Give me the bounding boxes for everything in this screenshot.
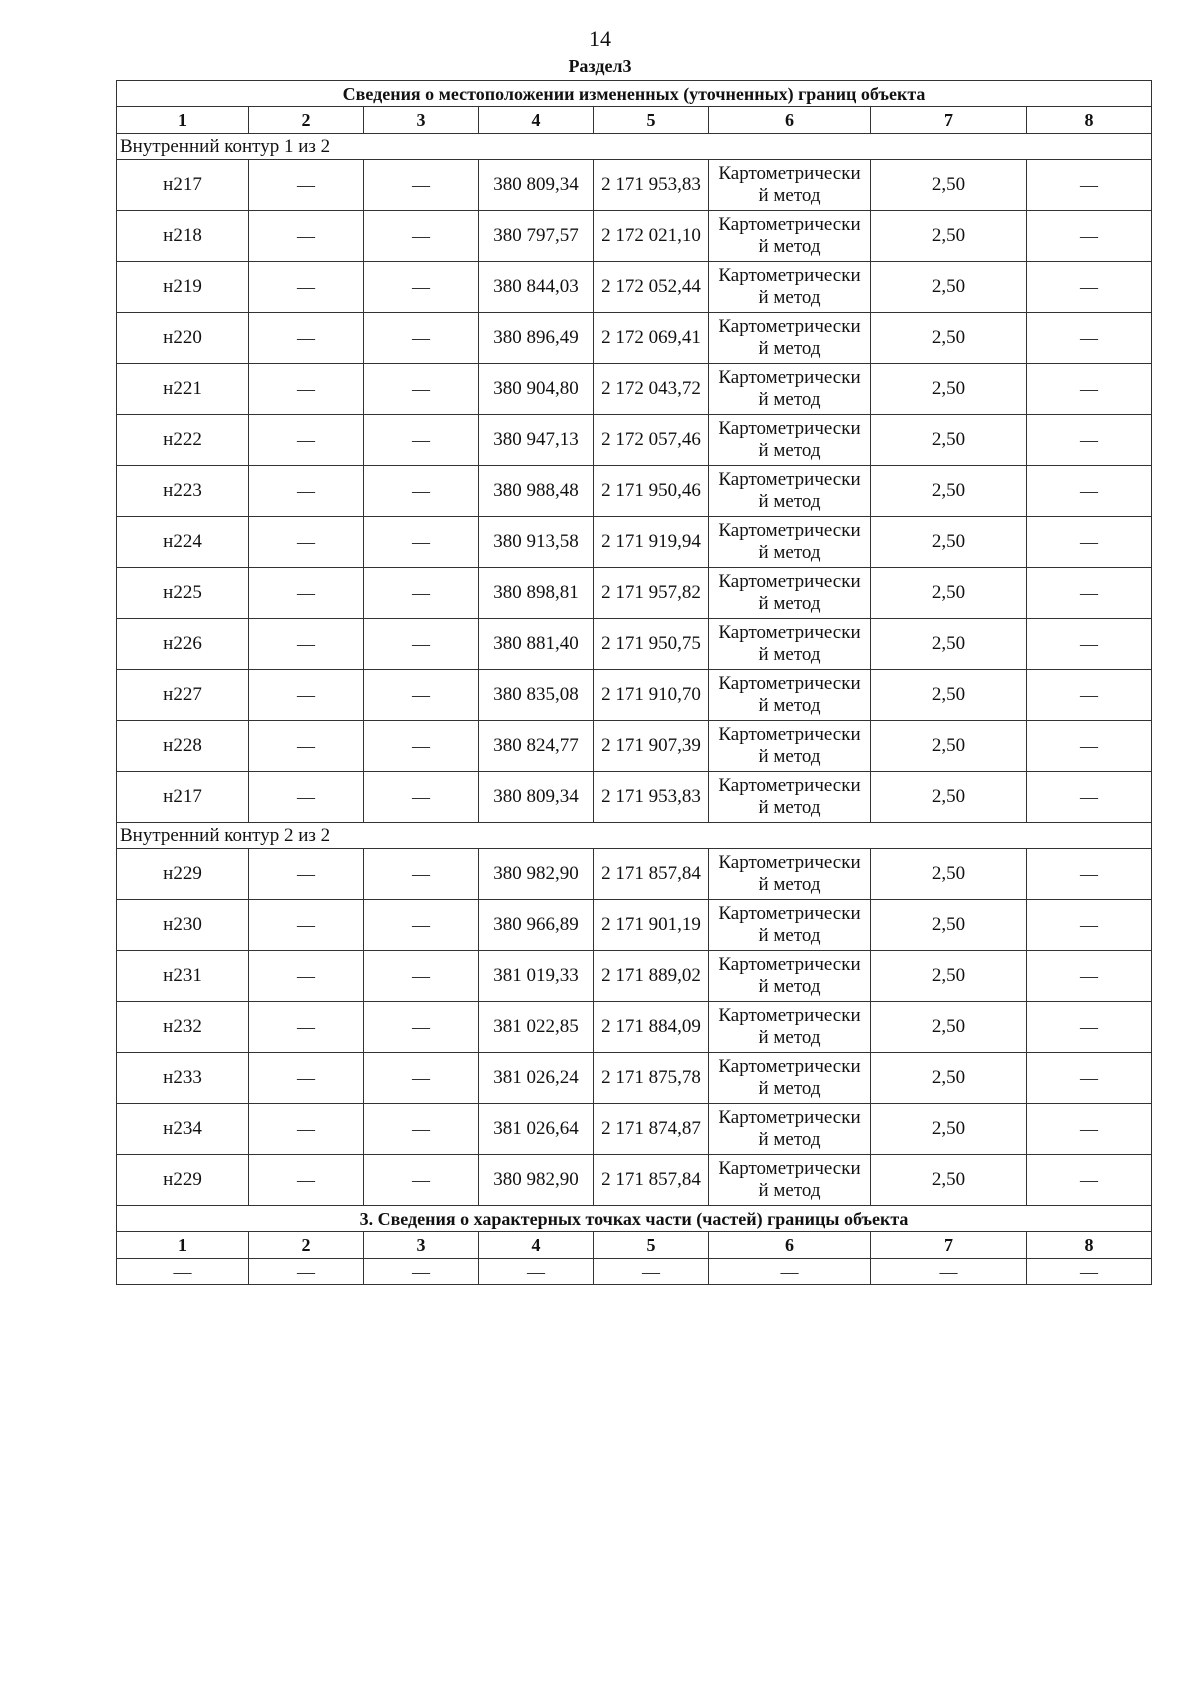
empty-cell: — [364,466,479,517]
method-text-line2: й метод [758,236,821,257]
method-cell [709,364,871,415]
method-text-line1: Картометрически [718,1158,861,1179]
method-text-line2: й метод [758,593,821,614]
method-text-line1: Картометрически [718,316,861,337]
empty-cell: — [249,415,364,466]
point-name-cell: н222 [117,415,249,466]
method-cell [709,1155,871,1206]
empty-cell: — [709,1259,871,1285]
method-cell [709,670,871,721]
table-row [117,619,1152,670]
contour-label-row [117,134,1152,160]
empty-cell: — [249,211,364,262]
point-name-cell: н226 [117,619,249,670]
table2-column-number-row [117,1232,1152,1259]
empty-cell: — [249,670,364,721]
precision-cell: 2,50 [871,160,1027,211]
x-coordinate-cell: 381 026,24 [479,1053,594,1104]
column-number: 5 [594,107,709,134]
empty-cell: — [249,1053,364,1104]
empty-cell: — [1027,900,1152,951]
contour-label-row [117,823,1152,849]
point-name-cell: н230 [117,900,249,951]
method-text-line1: Картометрически [718,622,861,643]
empty-cell: — [364,1053,479,1104]
empty-cell: — [249,900,364,951]
method-cell [709,466,871,517]
precision-cell: 2,50 [871,262,1027,313]
empty-cell: — [594,1259,709,1285]
method-cell [709,619,871,670]
column-number: 5 [594,1232,709,1259]
y-coordinate-cell: 2 171 874,87 [594,1104,709,1155]
precision-cell: 2,50 [871,415,1027,466]
table-row [117,721,1152,772]
empty-cell: — [249,517,364,568]
contour-label: Внутренний контур 1 из 2 [117,134,1152,160]
table-row [117,313,1152,364]
method-text-line2: й метод [758,338,821,359]
method-text-line1: Картометрически [718,571,861,592]
y-coordinate-cell: 2 172 069,41 [594,313,709,364]
table-row [117,849,1152,900]
method-text-line1: Картометрически [718,775,861,796]
method-text-line2: й метод [758,1027,821,1048]
table-row [117,466,1152,517]
y-coordinate-cell: 2 171 857,84 [594,1155,709,1206]
point-name-cell: н229 [117,1155,249,1206]
table-row [117,1053,1152,1104]
empty-cell: — [364,619,479,670]
empty-cell: — [249,313,364,364]
table-row [117,211,1152,262]
table-row [117,364,1152,415]
method-cell [709,721,871,772]
empty-cell: — [364,1259,479,1285]
precision-cell: 2,50 [871,568,1027,619]
method-text-line2: й метод [758,287,821,308]
precision-cell: 2,50 [871,313,1027,364]
empty-cell: — [249,1155,364,1206]
y-coordinate-cell: 2 172 057,46 [594,415,709,466]
x-coordinate-cell: 380 898,81 [479,568,594,619]
empty-cell: — [871,1259,1027,1285]
precision-cell: 2,50 [871,364,1027,415]
empty-cell: — [1027,1104,1152,1155]
table-row [117,900,1152,951]
empty-cell: — [1027,849,1152,900]
method-text-line1: Картометрически [718,1005,861,1026]
empty-cell: — [1027,415,1152,466]
x-coordinate-cell: 380 797,57 [479,211,594,262]
y-coordinate-cell: 2 171 919,94 [594,517,709,568]
precision-cell: 2,50 [871,721,1027,772]
point-name-cell: н219 [117,262,249,313]
precision-cell: 2,50 [871,619,1027,670]
empty-cell: — [364,900,479,951]
section-title: Раздел3 [568,56,632,76]
empty-cell: — [1027,951,1152,1002]
empty-cell: — [364,517,479,568]
empty-cell: — [1027,619,1152,670]
empty-cell: — [1027,364,1152,415]
page-number: 14 [589,26,611,51]
table2-title-title: 3. Сведения о характерных точках части (частей) границы объекта [117,1206,1152,1232]
column-number: 4 [479,107,594,134]
point-name-cell: н220 [117,313,249,364]
method-text-line2: й метод [758,874,821,895]
table-row [117,415,1152,466]
method-cell [709,1053,871,1104]
x-coordinate-cell: 380 896,49 [479,313,594,364]
x-coordinate-cell: 380 881,40 [479,619,594,670]
column-number: 8 [1027,1232,1152,1259]
point-name-cell: н217 [117,160,249,211]
y-coordinate-cell: 2 171 957,82 [594,568,709,619]
method-cell [709,951,871,1002]
column-number: 1 [117,1232,249,1259]
empty-cell: — [117,1259,249,1285]
empty-cell: — [249,1104,364,1155]
column-number: 8 [1027,107,1152,134]
empty-cell: — [249,772,364,823]
empty-cell: — [364,313,479,364]
method-text-line1: Картометрически [718,265,861,286]
method-text-line2: й метод [758,440,821,461]
y-coordinate-cell: 2 171 953,83 [594,772,709,823]
method-cell [709,415,871,466]
precision-cell: 2,50 [871,1155,1027,1206]
precision-cell: 2,50 [871,466,1027,517]
point-name-cell: н229 [117,849,249,900]
x-coordinate-cell: 380 835,08 [479,670,594,721]
point-name-cell: н221 [117,364,249,415]
method-text-line2: й метод [758,797,821,818]
table2-row [117,1259,1152,1285]
empty-cell: — [1027,211,1152,262]
empty-cell: — [249,364,364,415]
table-row [117,670,1152,721]
method-text-line2: й метод [758,976,821,997]
column-number: 6 [709,1232,871,1259]
empty-cell: — [364,1104,479,1155]
table-title-title: Сведения о местоположении измененных (уточненных) границ объекта [117,81,1152,107]
empty-cell: — [364,568,479,619]
table-row [117,1104,1152,1155]
empty-cell: — [249,568,364,619]
method-text-line2: й метод [758,925,821,946]
column-number: 1 [117,107,249,134]
method-cell [709,900,871,951]
method-text-line1: Картометрически [718,1056,861,1077]
column-number: 6 [709,107,871,134]
x-coordinate-cell: 380 982,90 [479,849,594,900]
x-coordinate-cell: 380 988,48 [479,466,594,517]
empty-cell: — [364,849,479,900]
x-coordinate-cell: 381 019,33 [479,951,594,1002]
empty-cell: — [249,262,364,313]
empty-cell: — [1027,721,1152,772]
table-row [117,772,1152,823]
method-text-line2: й метод [758,644,821,665]
empty-cell: — [1027,1002,1152,1053]
y-coordinate-cell: 2 172 052,44 [594,262,709,313]
empty-cell: — [364,951,479,1002]
method-text-line1: Картометрически [718,214,861,235]
y-coordinate-cell: 2 171 889,02 [594,951,709,1002]
method-text-line2: й метод [758,389,821,410]
precision-cell: 2,50 [871,772,1027,823]
method-text-line1: Картометрически [718,954,861,975]
point-name-cell: н225 [117,568,249,619]
precision-cell: 2,50 [871,1104,1027,1155]
method-text-line2: й метод [758,1180,821,1201]
empty-cell: — [249,160,364,211]
method-cell [709,772,871,823]
x-coordinate-cell: 380 809,34 [479,160,594,211]
x-coordinate-cell: 380 844,03 [479,262,594,313]
x-coordinate-cell: 380 824,77 [479,721,594,772]
method-text-line1: Картометрически [718,163,861,184]
point-name-cell: н223 [117,466,249,517]
empty-cell: — [364,772,479,823]
empty-cell: — [249,721,364,772]
empty-cell: — [364,160,479,211]
precision-cell: 2,50 [871,1002,1027,1053]
method-text-line1: Картометрически [718,418,861,439]
method-text-line1: Картометрически [718,520,861,541]
empty-cell: — [1027,466,1152,517]
method-cell [709,1002,871,1053]
y-coordinate-cell: 2 171 950,46 [594,466,709,517]
y-coordinate-cell: 2 171 875,78 [594,1053,709,1104]
empty-cell: — [1027,568,1152,619]
precision-cell: 2,50 [871,1053,1027,1104]
method-cell [709,262,871,313]
method-text-line1: Картометрически [718,903,861,924]
x-coordinate-cell: 380 982,90 [479,1155,594,1206]
empty-cell: — [364,721,479,772]
table-row [117,568,1152,619]
empty-cell: — [364,1002,479,1053]
column-number: 4 [479,1232,594,1259]
table-row [117,160,1152,211]
x-coordinate-cell: 380 947,13 [479,415,594,466]
empty-cell: — [249,619,364,670]
y-coordinate-cell: 2 172 021,10 [594,211,709,262]
x-coordinate-cell: 380 966,89 [479,900,594,951]
method-cell [709,160,871,211]
method-text-line1: Картометрически [718,673,861,694]
empty-cell: — [1027,1259,1152,1285]
empty-cell: — [1027,1155,1152,1206]
precision-cell: 2,50 [871,900,1027,951]
empty-cell: — [1027,313,1152,364]
table-row [117,262,1152,313]
method-text-line1: Картометрически [718,724,861,745]
y-coordinate-cell: 2 172 043,72 [594,364,709,415]
x-coordinate-cell: 381 022,85 [479,1002,594,1053]
point-name-cell: н228 [117,721,249,772]
precision-cell: 2,50 [871,670,1027,721]
method-cell [709,313,871,364]
x-coordinate-cell: 380 809,34 [479,772,594,823]
column-number: 2 [249,107,364,134]
contour-label: Внутренний контур 2 из 2 [117,823,1152,849]
empty-cell: — [1027,772,1152,823]
empty-cell: — [1027,262,1152,313]
x-coordinate-cell: 380 904,80 [479,364,594,415]
method-text-line1: Картометрически [718,852,861,873]
point-name-cell: н231 [117,951,249,1002]
method-text-line2: й метод [758,746,821,767]
empty-cell: — [249,1259,364,1285]
column-number: 3 [364,1232,479,1259]
table-row [117,1155,1152,1206]
column-number: 3 [364,107,479,134]
method-text-line2: й метод [758,1078,821,1099]
precision-cell: 2,50 [871,951,1027,1002]
method-text-line2: й метод [758,695,821,716]
column-number: 7 [871,107,1027,134]
table-title [117,81,1152,107]
empty-cell: — [1027,670,1152,721]
table-body [117,81,1152,1285]
column-number-row [117,107,1152,134]
empty-cell: — [479,1259,594,1285]
column-number: 2 [249,1232,364,1259]
empty-cell: — [1027,1053,1152,1104]
y-coordinate-cell: 2 171 901,19 [594,900,709,951]
method-text-line2: й метод [758,1129,821,1150]
x-coordinate-cell: 380 913,58 [479,517,594,568]
point-name-cell: н234 [117,1104,249,1155]
method-text-line1: Картометрически [718,469,861,490]
empty-cell: — [1027,517,1152,568]
empty-cell: — [249,849,364,900]
empty-cell: — [364,415,479,466]
y-coordinate-cell: 2 171 950,75 [594,619,709,670]
coordinates-table [116,80,1152,1285]
method-cell [709,211,871,262]
table-row [117,517,1152,568]
column-number: 7 [871,1232,1027,1259]
table2-title [117,1206,1152,1232]
point-name-cell: н217 [117,772,249,823]
point-name-cell: н232 [117,1002,249,1053]
point-name-cell: н224 [117,517,249,568]
y-coordinate-cell: 2 171 953,83 [594,160,709,211]
method-cell [709,849,871,900]
method-text-line2: й метод [758,185,821,206]
point-name-cell: н218 [117,211,249,262]
table-row [117,1002,1152,1053]
x-coordinate-cell: 381 026,64 [479,1104,594,1155]
empty-cell: — [364,262,479,313]
point-name-cell: н233 [117,1053,249,1104]
point-name-cell: н227 [117,670,249,721]
empty-cell: — [364,670,479,721]
method-text-line2: й метод [758,491,821,512]
y-coordinate-cell: 2 171 884,09 [594,1002,709,1053]
method-cell [709,1104,871,1155]
empty-cell: — [364,364,479,415]
table-row [117,951,1152,1002]
empty-cell: — [364,211,479,262]
method-text-line1: Картометрически [718,367,861,388]
precision-cell: 2,50 [871,517,1027,568]
empty-cell: — [249,1002,364,1053]
method-text-line1: Картометрически [718,1107,861,1128]
method-cell [709,517,871,568]
y-coordinate-cell: 2 171 857,84 [594,849,709,900]
method-cell [709,568,871,619]
y-coordinate-cell: 2 171 907,39 [594,721,709,772]
empty-cell: — [1027,160,1152,211]
empty-cell: — [364,1155,479,1206]
y-coordinate-cell: 2 171 910,70 [594,670,709,721]
precision-cell: 2,50 [871,849,1027,900]
empty-cell: — [249,951,364,1002]
precision-cell: 2,50 [871,211,1027,262]
method-text-line2: й метод [758,542,821,563]
empty-cell: — [249,466,364,517]
